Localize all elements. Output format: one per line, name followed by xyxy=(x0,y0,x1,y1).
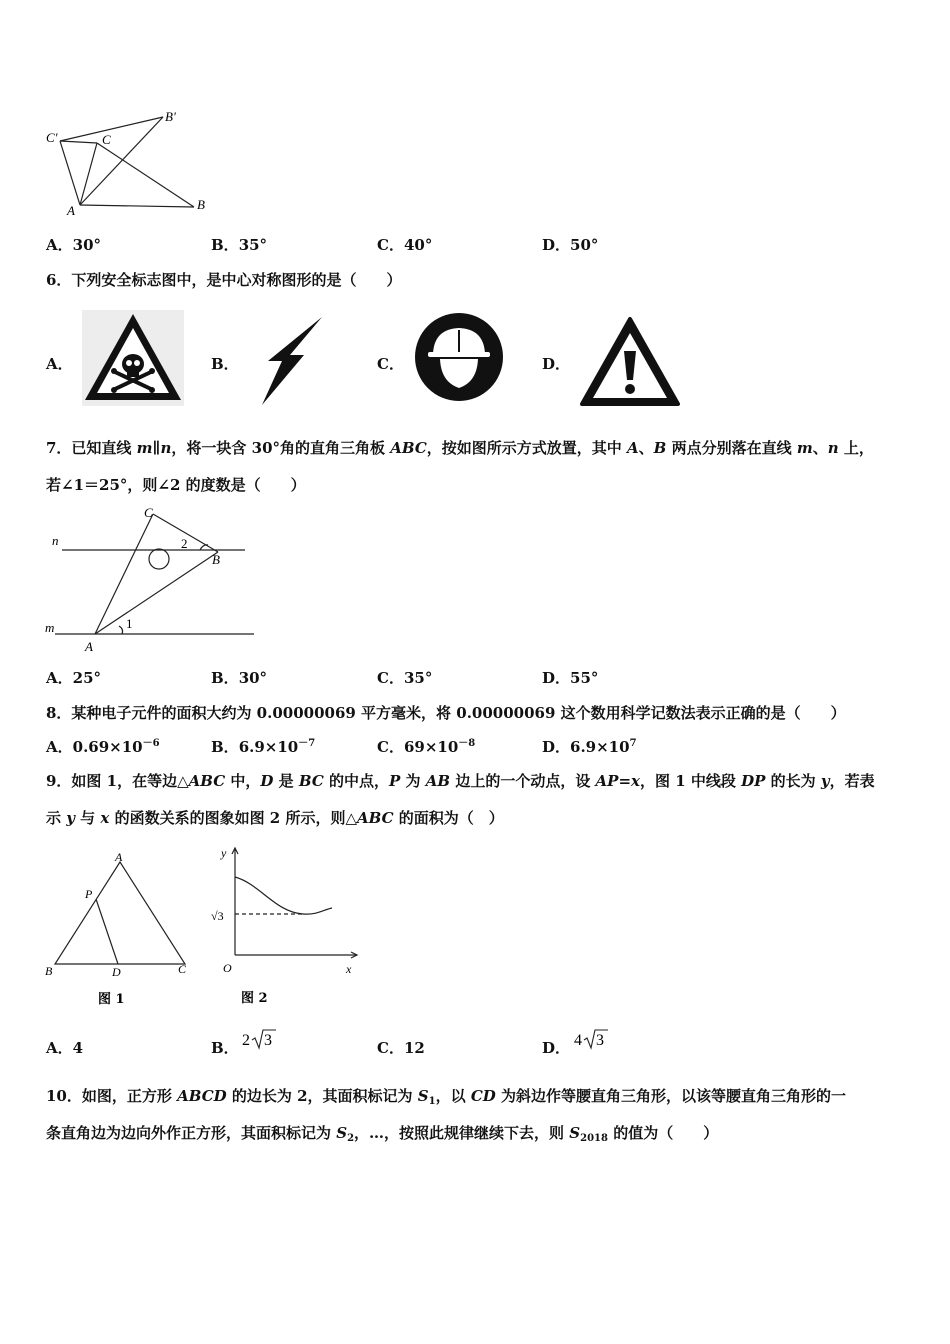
q6-stem: 6．下列安全标志图中，是中心对称图形的是（ ） xyxy=(46,271,402,289)
q5-option-a[interactable]: A．30° xyxy=(46,236,102,254)
q9-fig2-label-sqrt3: √3 xyxy=(211,909,224,923)
q9-fig1-label-a: A xyxy=(115,850,123,864)
q7-label-1: 1 xyxy=(126,616,133,631)
q9-fig2-label-x: x xyxy=(346,962,352,976)
q5-label-b: B xyxy=(197,197,205,212)
q9-option-b-label[interactable]: B． xyxy=(211,1039,239,1057)
q8-option-a[interactable]: A．$0.69\times 10^{-6}$ xyxy=(46,738,160,756)
q5-option-b[interactable]: B．35° xyxy=(211,236,268,254)
q5-label-a: A xyxy=(67,203,75,218)
q7-option-c[interactable]: C．35° xyxy=(377,669,433,687)
q6-option-c-label[interactable]: C． xyxy=(377,355,404,373)
q8-stem: 8．某种电子元件的面积大约为 0.00000069 平方毫米，将 0.00000069 这个数用科学记数法表示正确的是（ ） xyxy=(46,704,846,722)
q7-label-n: n xyxy=(52,533,59,548)
q7-label-c: C xyxy=(144,505,153,520)
q9-option-d-label[interactable]: D． xyxy=(542,1039,571,1057)
q7-option-d[interactable]: D．55° xyxy=(542,669,599,687)
q7-label-b: B xyxy=(212,552,220,567)
q9-option-a[interactable]: A．4 xyxy=(46,1039,84,1057)
q5-label-c-prime: C' xyxy=(46,130,58,145)
q7-stem-line2: 若∠1＝25°，则∠2 的度数是（ ） xyxy=(46,476,306,494)
poison-skull-warning-icon[interactable] xyxy=(82,310,184,406)
q5-option-c[interactable]: C．40° xyxy=(377,236,433,254)
q9-fig2-label-o: O xyxy=(223,961,232,975)
exclamation-warning-icon[interactable] xyxy=(579,316,681,408)
q5-option-d[interactable]: D．50° xyxy=(542,236,599,254)
lightning-bolt-icon[interactable] xyxy=(256,315,326,407)
q9-fig2-caption: 图 2 xyxy=(241,991,268,1006)
helmet-required-icon[interactable] xyxy=(414,312,504,402)
q7-stem-line1: 7．已知直线 m∥n，将一块含 30°角的直角三角板 ABC，按如图所示方式放置，其中 A、B 两点分别落在直线 m、n 上， xyxy=(46,439,874,457)
q7-figure xyxy=(40,500,260,655)
q7-option-b[interactable]: B．30° xyxy=(211,669,268,687)
q9-fig1-label-p: P xyxy=(85,887,93,901)
q5-label-c: C xyxy=(102,132,111,147)
q9-option-d-value[interactable] xyxy=(572,1026,612,1052)
q9-fig2-label-y: y xyxy=(221,846,227,860)
svg-text:4: 4 xyxy=(574,1032,582,1049)
q6-option-a-label[interactable]: A． xyxy=(46,355,73,373)
q9-fig1-caption: 图 1 xyxy=(98,992,125,1007)
q10-stem-line2: 条直角边为边向外作正方形，其面积标记为 $S_2$，…，按照此规律继续下去，则 $S_{2018}$ 的值为（ ） xyxy=(46,1124,719,1144)
q9-option-b-value[interactable] xyxy=(240,1026,280,1052)
q9-option-c[interactable]: C．12 xyxy=(377,1039,425,1057)
q6-option-b-label[interactable]: B． xyxy=(211,355,239,373)
q7-label-a: A xyxy=(85,639,93,654)
q9-fig1-label-c: C xyxy=(178,962,187,976)
q8-option-b[interactable]: B．$6.9\times 10^{-7}$ xyxy=(211,738,316,756)
q9-figure-1 xyxy=(40,848,200,1008)
q6-option-d-label[interactable]: D． xyxy=(542,355,571,373)
q5-figure xyxy=(40,100,220,220)
svg-text:3: 3 xyxy=(596,1032,604,1049)
q9-fig1-label-d: D xyxy=(112,965,121,979)
q7-label-m: m xyxy=(45,620,55,635)
q9-stem-line1: 9．如图 1，在等边△ABC 中，D 是 BC 的中点，P 为 AB 边上的一个动点，设 AP=x，图 1 中线段 DP 的长为 y，若表 xyxy=(46,772,875,790)
q7-label-2: 2 xyxy=(181,536,188,551)
q9-fig1-label-b: B xyxy=(45,964,53,978)
q7-option-a[interactable]: A．25° xyxy=(46,669,102,687)
svg-text:3: 3 xyxy=(264,1032,272,1049)
q8-option-d[interactable]: D．$6.9\times 10^7$ xyxy=(542,738,637,756)
q9-figure-2 xyxy=(205,840,365,1010)
q9-stem-line2: 示 y 与 x 的函数关系的图象如图 2 所示，则△ABC 的面积为（ ） xyxy=(46,809,504,827)
q10-stem-line1: 10．如图，正方形 ABCD 的边长为 2，其面积标记为 $S_1$，以 CD 为斜边作等腰直角三角形，以该等腰直角三角形的一 xyxy=(46,1087,846,1107)
q8-option-c[interactable]: C．$69\times 10^{-8}$ xyxy=(377,738,476,756)
svg-text:2: 2 xyxy=(242,1032,250,1049)
q5-label-b-prime: B' xyxy=(165,109,176,124)
